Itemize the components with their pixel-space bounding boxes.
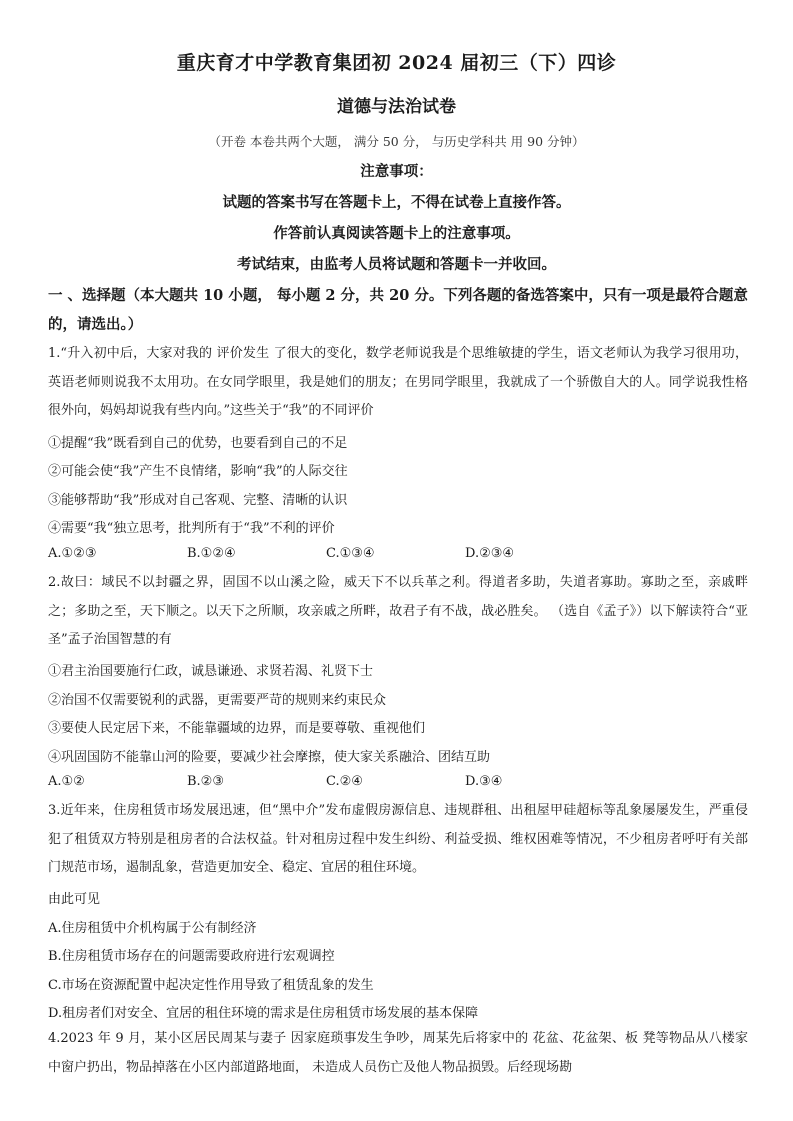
question-2-option-d: D.③④ [465, 774, 503, 789]
question-3-option-a: A.住房租赁中介机构属于公有制经济 [48, 921, 257, 936]
section-heading: 一 、选择题（本大题共 10 小题， 每小题 2 分，共 20 分。下列各题的备选答案中，只有一项是最符合题意的，请选出。） [48, 287, 748, 333]
question-4-stem: 4.2023 年 9 月，某小区居民周某与妻子 因家庭琐事发生争吵，周某先后将家中的 花盆、花盆架、板 凳等物品从八楼家中窗户扔出，物品掉落在小区内部道路地面， 未造成人员伤亡及他人物品损毁。后经现场勘 [48, 1031, 748, 1075]
notice-item-1: 试题的答案书写在答题卡上，不得在试卷上直接作答。 [222, 194, 571, 211]
question-3-stem: 3.近年来，住房租赁市场发展迅速，但“黑中介”发布虚假房源信息、违规群租、出租屋甲硅超标等乱象屡屡发生，严重侵犯了租赁双方特别是租房者的合法权益。针对租房过程中发生纠纷、利益受损、维权困难等情况，不少租房者呼吁有关部门规范市场，遏制乱象，营造更加安全、稳定、宜居的租住环境。 [48, 803, 748, 875]
question-2-statement-1: ①君主治国要施行仁政，诚恳谦逊、求贤若渴、礼贤下士 [48, 664, 374, 679]
question-1-statement-4: ④需要“我“独立思考，批判所有于“我”不利的评价 [48, 521, 335, 536]
question-2-statement-3: ③要使人民定居下来，不能靠疆域的边界，而是要尊敬、重视他们 [48, 721, 426, 736]
question-1-option-c: C.①③④ [326, 546, 375, 561]
notice-heading: 注意事项： [360, 163, 433, 180]
question-2-statement-4: ④巩固国防不能靠山河的险要，要减少社会摩擦，使大家关系融洽、团结互助 [48, 750, 491, 765]
question-1-stem: 1.“升入初中后，大家对我的 评价发生 了很大的变化，数学老师说我是个思维敏捷的学生，语文老师认为我学习很用功，英语老师则说我不太用功。在女同学眼里，我是她们的朋友；在男同学眼里，我就成了一个骄傲自大的人。同学说我性格很外向，妈妈却说我有些内向。”这些关于“我”的不同评价 [48, 346, 748, 418]
question-3-option-c: C.市场在资源配置中起决定性作用导致了租赁乱象的发生 [48, 978, 374, 993]
question-1-options [48, 546, 514, 561]
notice-item-2: 作答前认真阅读答题卡上的注意事项。 [273, 225, 520, 242]
question-2-stem: 2.故曰：域民不以封疆之界，固国不以山溪之险，威天下不以兵革之利。得道者多助，失道者寡助。寡助之至，亲戚畔之；多助之至，天下顺之。以天下之所顺，攻亲戚之所畔，故君子有不战，战必胜矣。 （选自《孟子》）以下解读符合“亚圣”孟子治国智慧的有 [48, 575, 748, 647]
question-2-option-a: A.①② [48, 774, 85, 789]
question-2-options [48, 774, 502, 789]
question-1-statement-1: ①提醒“我”既看到自己的优势，也要看到自己的不足 [48, 436, 348, 451]
question-3-option-d: D.租房者们对安全、宜居的租住环境的需求是住房租赁市场发展的基本保障 [48, 1006, 479, 1021]
question-2-statement-2: ②治国不仅需要锐利的武器，更需要严苛的规则来约束民众 [48, 693, 387, 708]
exam-info: （开卷 本卷共两个大题， 满分 50 分， 与历史学科共 用 90 分钟） [208, 134, 585, 149]
question-1-statement-2: ②可能会使“我”产生不良情绪，影响“我”的人际交往 [48, 464, 348, 479]
question-3-lead: 由此可见 [48, 892, 101, 907]
question-1-option-a: A.①②③ [48, 546, 97, 561]
exam-subtitle: 道德与法治试卷 [337, 97, 456, 117]
question-1-option-b: B.①②④ [187, 546, 236, 561]
question-2-option-c: C.②④ [326, 774, 363, 789]
question-3-option-b: B.住房租赁市场存在的问题需要政府进行宏观调控 [48, 949, 335, 964]
question-2-option-b: B.②③ [187, 774, 224, 789]
notice-item-3: 考试结束，由监考人员将试题和答题卡一并收回。 [237, 256, 556, 273]
question-1-option-d: D.②③④ [465, 546, 515, 561]
exam-title: 重庆育才中学教育集团初 2024 届初三（下）四诊 [176, 52, 617, 74]
question-1-statement-3: ③能够帮助“我”形成对自己客观、完整、清晰的认识 [48, 493, 348, 508]
